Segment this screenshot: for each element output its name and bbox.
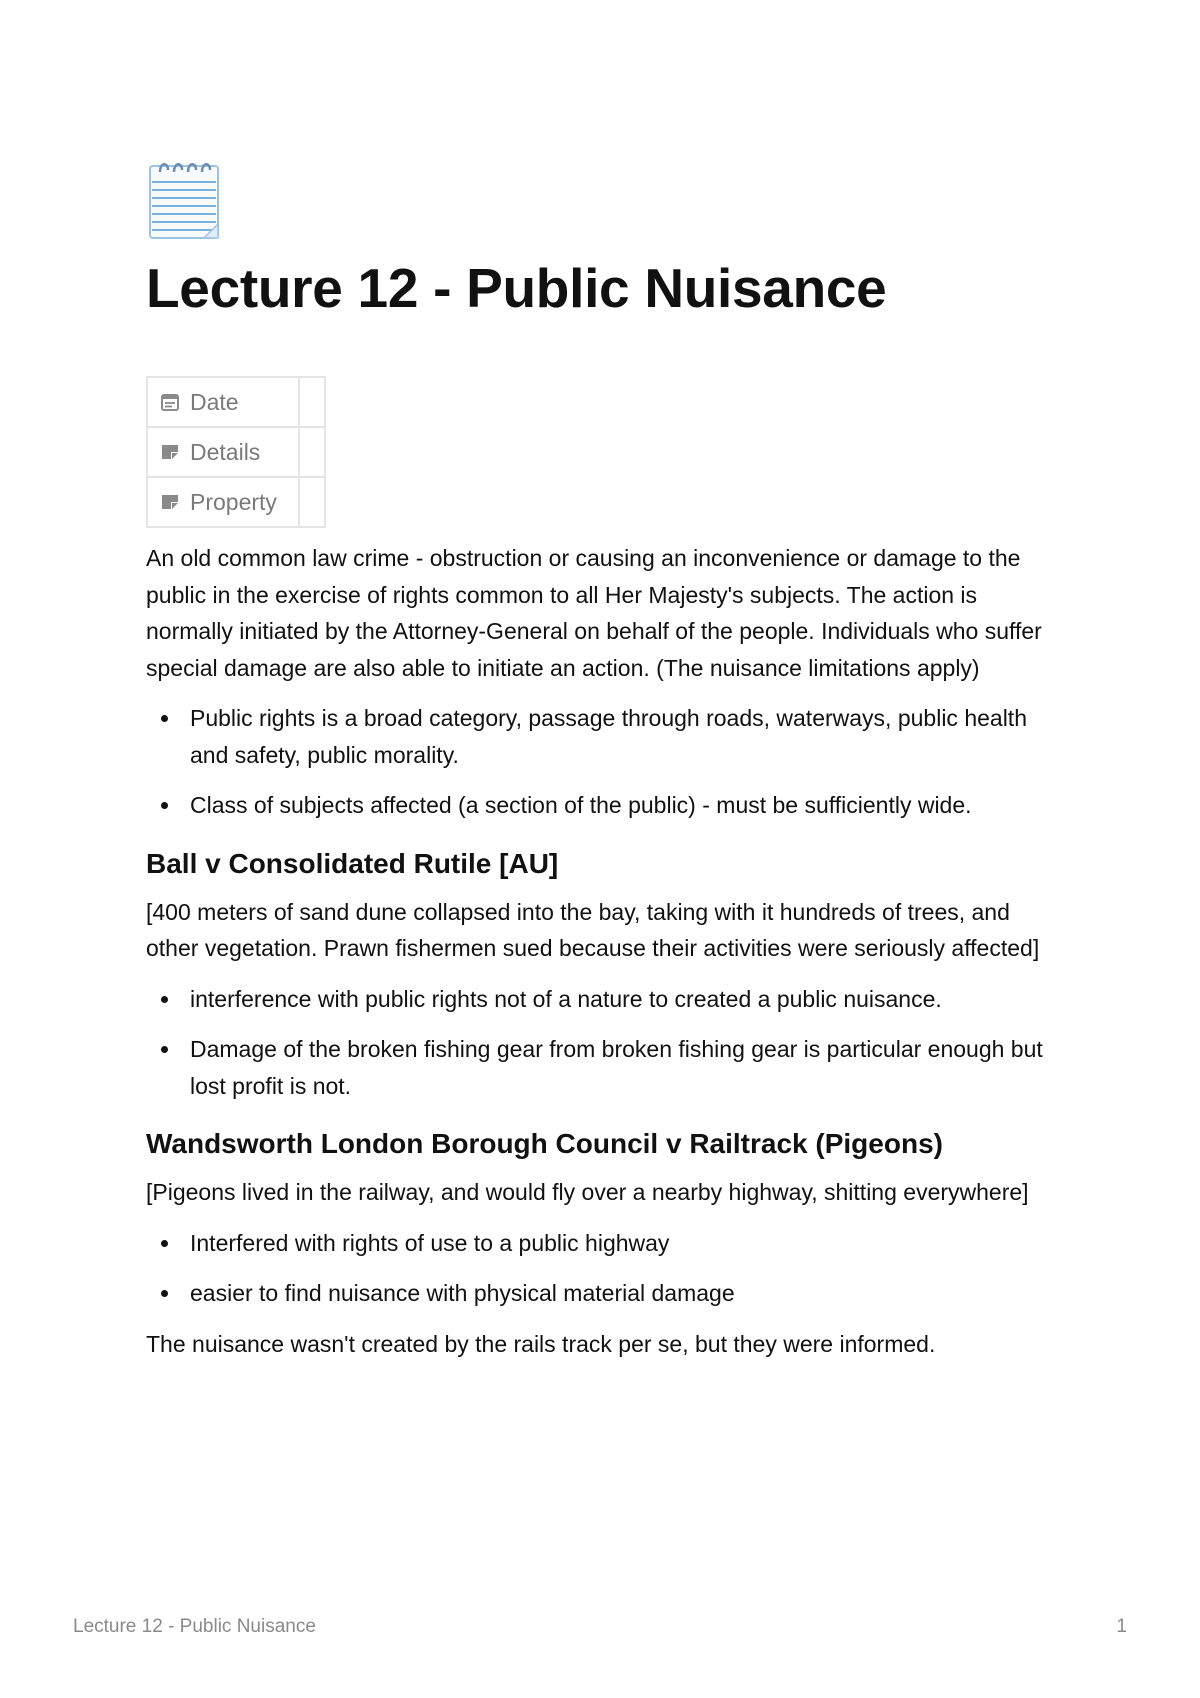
footer-page-number: 1 bbox=[1116, 1616, 1127, 1637]
calendar-icon bbox=[160, 392, 180, 412]
list-item: Damage of the broken fishing gear from broken fishing gear is particular enough but lost profit is not. bbox=[146, 1031, 1066, 1104]
section-heading-ball: Ball v Consolidated Rutile [AU] bbox=[146, 847, 559, 879]
list-item: interference with public rights not of a nature to created a public nuisance. bbox=[146, 981, 1066, 1018]
property-row-property[interactable] bbox=[147, 477, 325, 527]
properties-table bbox=[146, 376, 326, 528]
property-row-date[interactable] bbox=[147, 377, 325, 427]
intro-paragraph: An old common law crime - obstruction or causing an inconvenience or damage to the public in the exercise of rights common to all Her Majesty's subjects. The action is normally initiated by the Attorney-General on behalf of the people. Individuals who suffer special damage are also able to initiate an action. (The nuisance limitations apply) bbox=[146, 545, 1042, 681]
list-item: Class of subjects affected (a section of the public) - must be sufficiently wide. bbox=[146, 787, 1066, 824]
section-heading-wandsworth: Wandsworth London Borough Council v Railtrack (Pigeons) bbox=[146, 1128, 943, 1159]
property-row-details[interactable] bbox=[147, 427, 325, 477]
list-item: easier to find nuisance with physical material damage bbox=[146, 1275, 1066, 1312]
property-value[interactable] bbox=[299, 427, 325, 477]
intro-bullet-list bbox=[146, 700, 1066, 824]
page-title: Lecture 12 - Public Nuisance bbox=[146, 257, 887, 319]
list-item: Public rights is a broad category, passage through roads, waterways, public health and safety, public morality. bbox=[146, 700, 1066, 773]
list-item: Interfered with rights of use to a public highway bbox=[146, 1225, 1066, 1262]
property-value[interactable] bbox=[299, 377, 325, 427]
case-bullet-list bbox=[146, 981, 1066, 1105]
property-label: Details bbox=[190, 438, 261, 465]
property-value[interactable] bbox=[299, 477, 325, 527]
property-label: Date bbox=[190, 388, 239, 415]
text-icon bbox=[160, 442, 180, 462]
case-bullet-list bbox=[146, 1225, 1066, 1312]
page-content bbox=[146, 540, 1066, 1376]
property-label: Property bbox=[190, 488, 277, 515]
conclusion-paragraph: The nuisance wasn't created by the rails track per se, but they were informed. bbox=[146, 1330, 936, 1357]
case-facts: [Pigeons lived in the railway, and would fly over a nearby highway, shitting everywhere] bbox=[146, 1179, 1029, 1205]
case-facts: [400 meters of sand dune collapsed into the bay, taking with it hundreds of trees, and other vegetation. Prawn fishermen sued because their activities were seriously affected] bbox=[146, 898, 1040, 961]
text-icon bbox=[160, 492, 180, 512]
footer-title: Lecture 12 - Public Nuisance bbox=[73, 1616, 316, 1637]
notepad-icon bbox=[146, 156, 224, 242]
